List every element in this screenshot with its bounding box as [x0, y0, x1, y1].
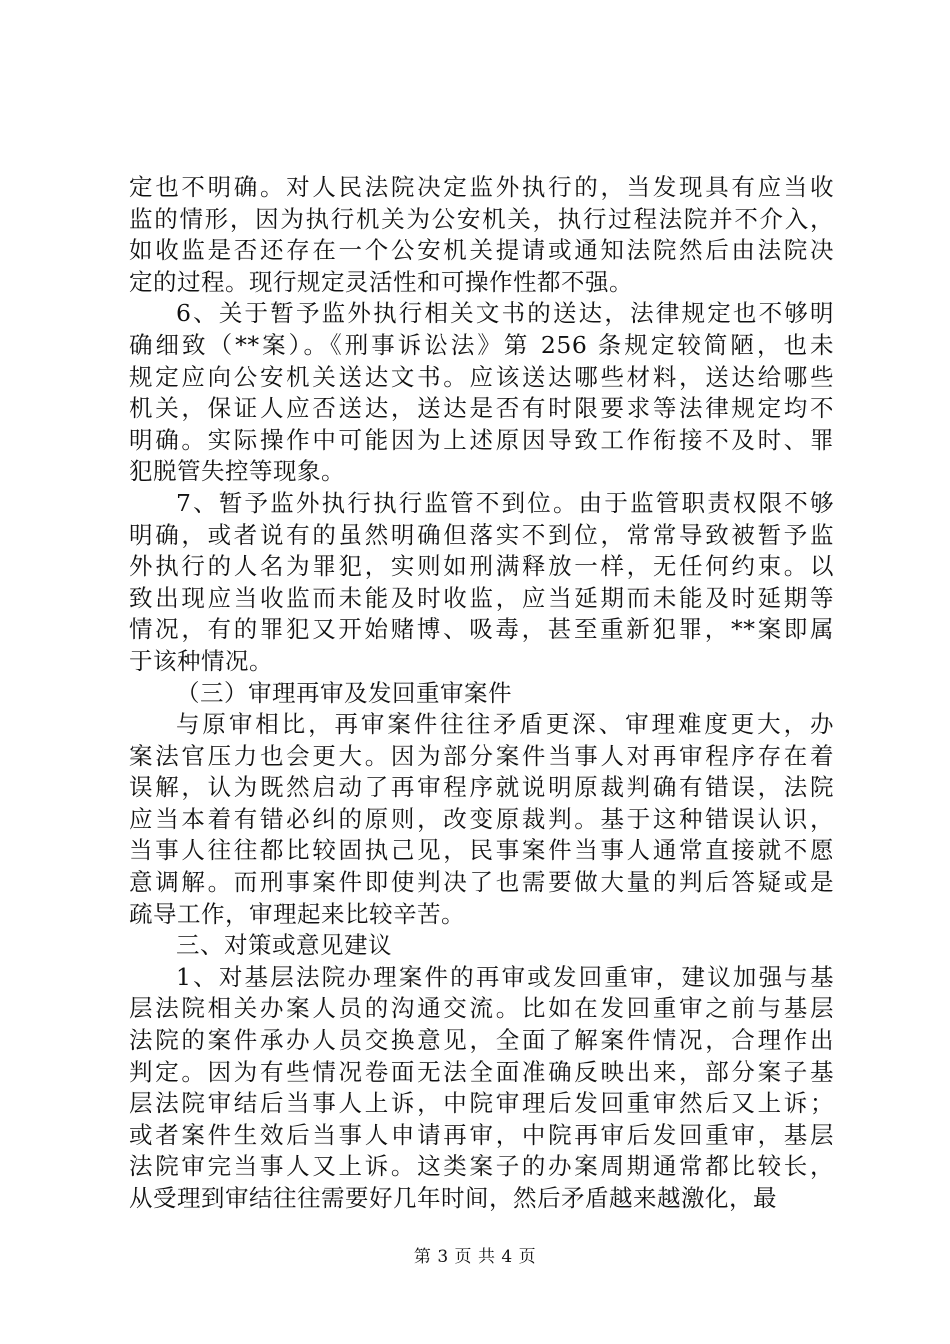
document-body	[129, 172, 834, 1215]
text-line: 应当本着有错必纠的原则，改变原裁判。基于这种错误认识，	[129, 804, 834, 833]
page-footer: 第 3 页 共 4 页	[413, 1247, 537, 1267]
text-line: 或者案件生效后当事人申请再审，中院再审后发回重审，基层	[129, 1120, 834, 1149]
text-line: 从受理到审结往往需要好几年时间，然后矛盾越来越激化，最	[129, 1184, 777, 1212]
section-heading	[129, 678, 834, 710]
text-line: 致出现应当收监而未能及时收监，应当延期而未能及时延期等	[129, 583, 834, 612]
text-line: 1、对基层法院办理案件的再审或发回重审，建议加强与基	[176, 962, 834, 991]
text-line: 确细致（**案）。《刑事诉讼法》第 256 条规定较简陋，也未	[129, 330, 834, 359]
text-line: 意调解。而刑事案件即使判决了也需要做大量的判后答疑或是	[129, 868, 834, 897]
text-line: 如收监是否还存在一个公安机关提请或通知法院然后由法院决	[129, 236, 834, 265]
text-line: 判定。因为有些情况卷面无法全面准确反映出来，部分案子基	[129, 1057, 834, 1086]
text-line: 层法院相关办案人员的沟通交流。比如在发回重审之前与基层	[129, 994, 834, 1023]
text-line: 监的情形，因为执行机关为公安机关，执行过程法院并不介入，	[129, 204, 834, 233]
text-line: 三、对策或意见建议	[176, 931, 392, 960]
text-line: 7、暂予监外执行执行监管不到位。由于监管职责权限不够	[176, 488, 834, 517]
text-line: 法院的案件承办人员交换意见，全面了解案件情况，合理作出	[129, 1026, 834, 1055]
text-line: 层法院审结后当事人上诉，中院审理后发回重审然后又上诉；	[129, 1089, 834, 1118]
text-line: 疏导工作，审理起来比较辛苦。	[129, 899, 465, 928]
text-line: 法院审完当事人又上诉。这类案子的办案周期通常都比较长，	[129, 1152, 834, 1181]
text-line: 误解，认为既然启动了再审程序就说明原裁判确有错误，法院	[129, 773, 834, 802]
section-heading	[129, 930, 834, 962]
paragraph	[129, 172, 834, 298]
text-line: 规定应向公安机关送达文书。应该送达哪些材料，送达给哪些	[129, 362, 834, 391]
text-line: 与原审相比，再审案件往往矛盾更深、审理难度更大，办	[176, 710, 834, 739]
text-line: 外执行的人名为罪犯，实则如刑满释放一样，无任何约束。以	[129, 552, 834, 581]
text-line: 6、关于暂予监外执行相关文书的送达，法律规定也不够明	[176, 299, 834, 328]
text-line: 明确，或者说有的虽然明确但落实不到位，常常导致被暂予监	[129, 520, 834, 549]
text-line: 机关，保证人应否送达，送达是否有时限要求等法律规定均不	[129, 394, 834, 423]
text-line: 犯脱管失控等现象。	[129, 457, 345, 486]
text-line: 案法官压力也会更大。因为部分案件当事人对再审程序存在着	[129, 741, 834, 770]
text-line: 于该种情况。	[129, 646, 273, 675]
text-line: 当事人往往都比较固执己见，民事案件当事人通常直接就不愿	[129, 836, 834, 865]
text-line: 情况，有的罪犯又开始赌博、吸毒，甚至重新犯罪，**案即属	[129, 615, 834, 644]
paragraph	[129, 298, 834, 488]
text-line: 定的过程。现行规定灵活性和可操作性都不强。	[129, 267, 633, 296]
text-line: 定也不明确。对人民法院决定监外执行的，当发现具有应当收	[129, 173, 834, 201]
paragraph	[129, 488, 834, 678]
paragraph	[129, 709, 834, 930]
paragraph	[129, 962, 834, 1215]
text-line: （三）审理再审及发回重审案件	[176, 678, 512, 707]
text-line: 明确。实际操作中可能因为上述原因导致工作衔接不及时、罪	[129, 425, 834, 454]
